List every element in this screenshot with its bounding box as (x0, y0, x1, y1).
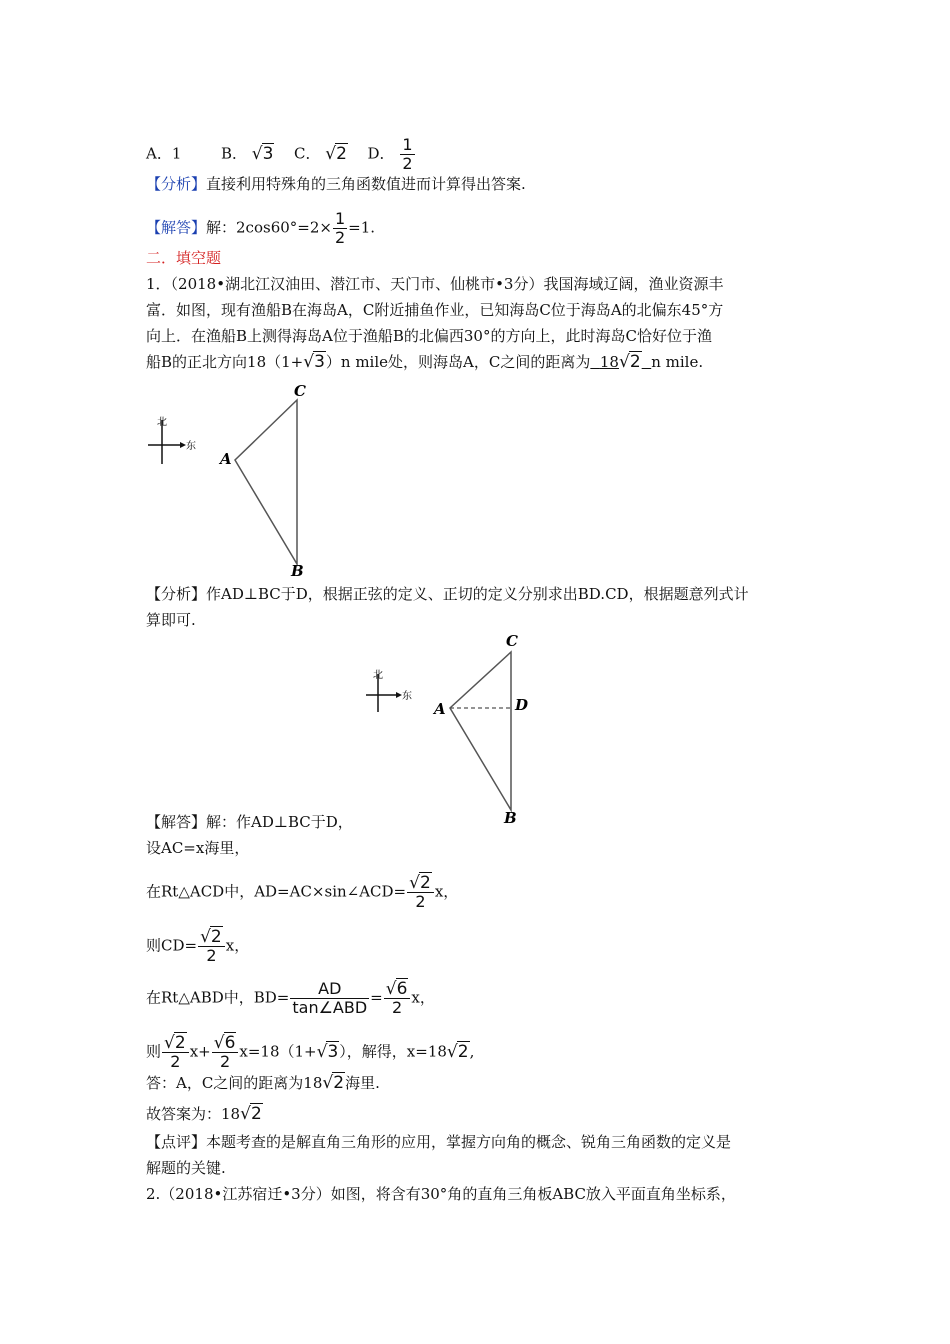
option-c: C． (294, 144, 321, 163)
compass-1 (148, 416, 196, 464)
comment-line1: 【点评】本题考查的是解直角三角形的应用，掌握方向角的概念、锐角三角函数的定义是 (146, 1133, 732, 1151)
option-a: A．1 (146, 144, 182, 163)
analysis-1: 【分析】直接利用特殊角的三角函数值进而计算得出答案. (146, 175, 526, 193)
q1-line1: 1．（2018•湖北江汉油田、潜江市、天门市、仙桃市•3分）我国海域辽阔，渔业资源丰 (146, 275, 724, 293)
option-b-sqrt: √3 (251, 143, 274, 164)
analysis-2-line1: 【分析】作AD⊥BC于D，根据正弦的定义、正切的定义分别求出BD.CD，根据题意列式计 (146, 585, 749, 603)
triangle-abc (235, 400, 297, 564)
options-line (146, 136, 416, 173)
solution-line5: 在Rt△ABD中，BD= $\frac{AD}{\text{tan∠ABD}}$ = $\frac{√6}{2}$ x， (146, 979, 435, 1017)
solution-line3: 在Rt△ACD中，AD=AC×sin∠ACD= $\frac{√2}{2}$ x， (146, 873, 459, 911)
solution-line4: 则CD= $\frac{√2}{2}$ x， (146, 927, 250, 965)
answer-1: 【解答】解：2cos60°=2× $\frac{1}{2}$ =1. (146, 209, 376, 247)
q1-line4: 船B的正北方向18（1+√3）n mile处，则海岛A，C之间的距离为 18√2 n mile. (146, 352, 704, 372)
label-d-2: D (515, 696, 529, 714)
solution-line8: 故答案为：18√2 (146, 1104, 262, 1124)
north-label-2: 北 (373, 670, 383, 681)
solution-line6: 则 $\frac{√2}{2}$ x+ $\frac{√6}{2}$ x=18（1+√3），解得，x=18√2, (146, 1033, 475, 1071)
figure-2 (362, 630, 542, 830)
answer-fraction: $\frac{1}{2}$ (334, 209, 346, 247)
label-b: B (291, 562, 304, 580)
east-label: 东 (186, 441, 196, 452)
label-a-2: A (434, 700, 446, 718)
q1-line3: 向上．在渔船B上测得海岛A位于渔船B的北偏西30°的方向上，此时海岛C恰好位于渔 (146, 327, 712, 345)
q1-line2: 富．如图，现有渔船B在海岛A，C附近捕鱼作业，已知海岛C位于海岛A的北偏东45°方 (146, 301, 724, 319)
east-label-2: 东 (402, 691, 412, 702)
option-d-fraction: $\frac{1}{2}$ (402, 135, 413, 173)
label-b-2: B (504, 809, 517, 827)
analysis-2-line2: 算即可. (146, 611, 196, 629)
label-c-2: C (506, 632, 518, 650)
answer-tag: 【解答】 (146, 218, 207, 237)
section-title: 二．填空题 (146, 249, 222, 267)
analysis-tag: 【分析】 (146, 175, 207, 193)
solution-line2: 设AC=x海里， (146, 839, 250, 857)
solution-line7: 答：A，C之间的距离为18√2海里. (146, 1073, 380, 1093)
solution-line1: 【解答】解：作AD⊥BC于D， (146, 813, 353, 831)
answer-blank: 18√2 (599, 352, 641, 372)
q2-line1: 2.（2018•江苏宿迁•3分）如图，将含有30°角的直角三角板ABC放入平面直角坐标系， (146, 1185, 736, 1203)
label-c: C (294, 382, 306, 400)
option-d: D． (367, 144, 395, 163)
label-a: A (220, 450, 232, 468)
triangle-abc-2 (450, 652, 511, 810)
comment-line2: 解题的关键. (146, 1159, 226, 1177)
north-label: 北 (157, 417, 167, 428)
option-c-sqrt: √2 (325, 143, 347, 164)
figure-1 (140, 378, 340, 578)
option-b: B． (220, 144, 247, 163)
compass-2 (366, 669, 412, 712)
